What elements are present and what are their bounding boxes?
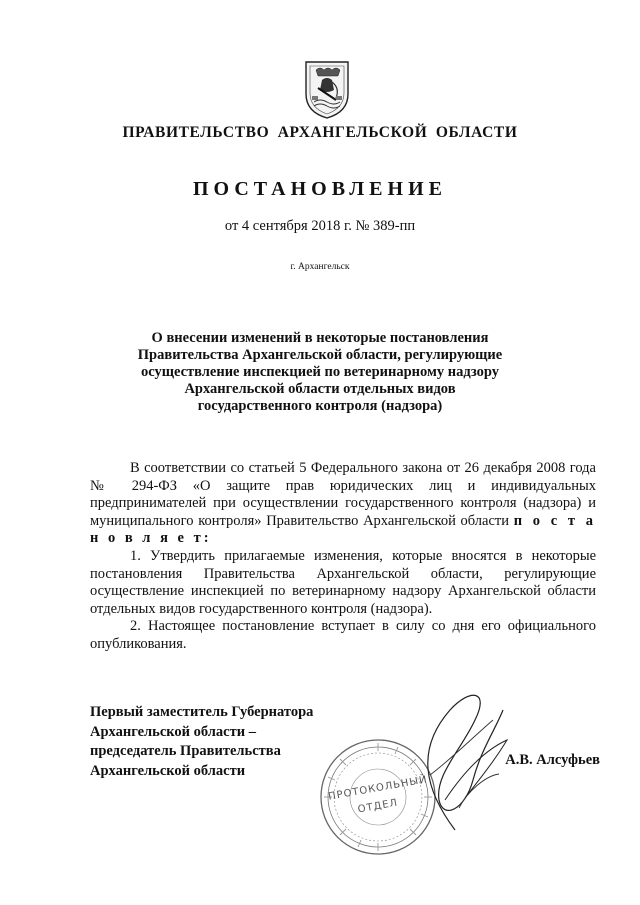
document-date-number: от 4 сентября 2018 г. № 389-пп [224, 218, 416, 234]
subject-line: Архангельской области отдельных видов [184, 381, 456, 397]
preamble-paragraph [90, 460, 596, 548]
signer-title-line: Архангельской области [90, 762, 246, 779]
signer-title-line: Архангельской области – [90, 723, 256, 740]
subject-line: Правительства Архангельской области, регулирующие [137, 347, 503, 363]
item-2-paragraph: 2. Настоящее постановление вступает в силу со дня его официального опубликования. [90, 618, 596, 652]
signer-title [90, 703, 350, 781]
stamp-line: ПРОТОКОЛЬНЫЙ [327, 774, 429, 803]
document-city: г. Архангельск [290, 262, 350, 272]
coat-of-arms-icon [302, 58, 352, 120]
subject-line: осуществление инспекцией по ветеринарному надзору [140, 364, 499, 380]
stamp-line: ОТДЕЛ [357, 797, 399, 816]
document-subject [120, 330, 520, 415]
government-name: ПРАВИТЕЛЬСТВО АРХАНГЕЛЬСКОЙ ОБЛАСТИ [122, 124, 518, 141]
item-1-paragraph: 1. Утвердить прилагаемые изменения, которые вносятся в некоторые постановления Правительства Архангельской области, регулирующие осуществление инспекцией по ветеринарному надзору Архангельской области отдельных видов государственного контроля (надзора). [90, 547, 596, 617]
subject-line: государственного контроля (надзора) [197, 398, 443, 414]
preamble-text: В соответствии со статьей 5 Федерального закона от 26 декабря 2008 года № 294-ФЗ «О защите прав юридических лиц и индивидуальных предпринимателей при осуществлении государственного контроля (надзора) и муниципального контроля» Правительство Архангельской области [90, 460, 596, 529]
resolves-word: п о с т а н о в л я е т [90, 512, 596, 547]
resolves-colon: : [203, 530, 209, 547]
document-body [90, 460, 596, 654]
subject-line: О внесении изменений в некоторые постановления [151, 330, 489, 346]
document-type: ПОСТАНОВЛЕНИЕ [193, 178, 447, 200]
signer-name: А.В. Алсуфьев [505, 752, 600, 768]
signer-title-line: Первый заместитель Губернатора [90, 704, 314, 720]
signer-title-line: председатель Правительства [90, 743, 281, 759]
